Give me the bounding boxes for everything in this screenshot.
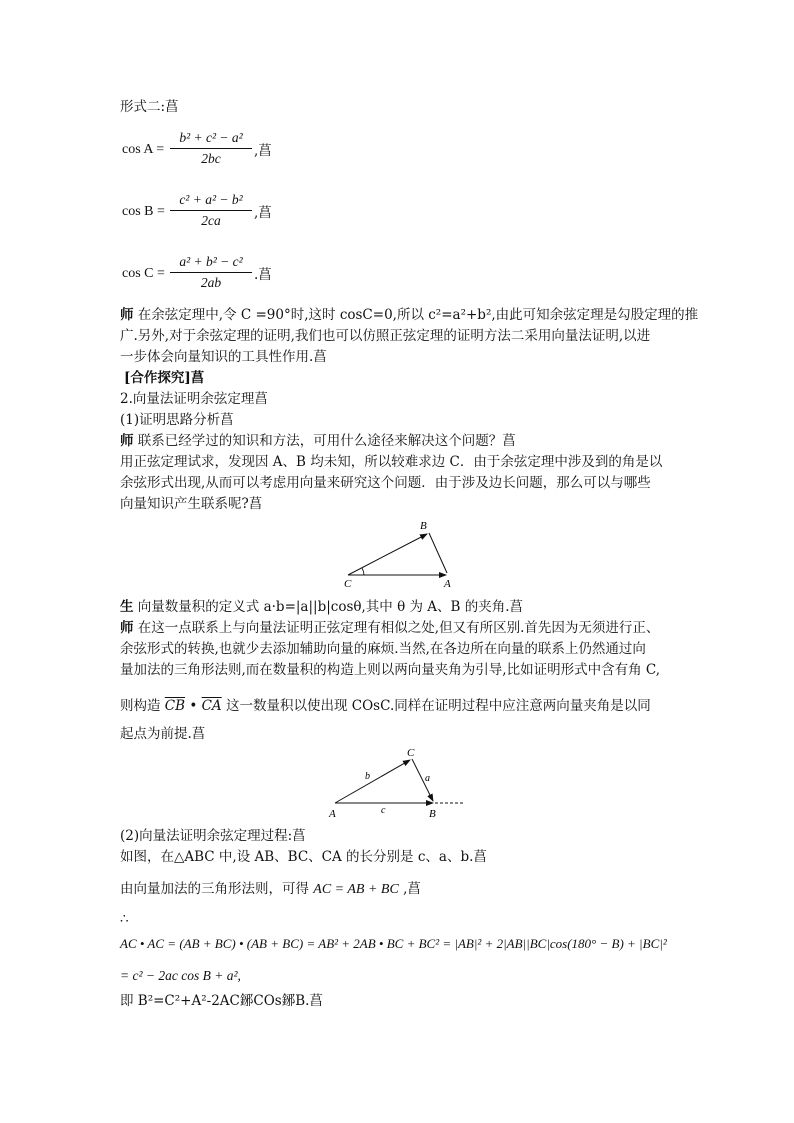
therefore-symbol: ∴ [120,911,129,927]
formula-lhs: cos C = [122,266,165,281]
numerator: c² + a² − b² [179,192,243,207]
paragraph-teacher-3 [120,618,659,638]
text-line: 起点为前提.菖 [120,726,206,742]
formula-tail: .菖 [254,267,272,283]
paragraph-student [120,597,523,617]
side-label: a [425,773,430,784]
cooperative-heading: [合作探究]菖 [124,370,205,386]
text-line: 广.另外,对于余弦定理的证明,我们也可以仿照正弦定理的证明方法二采用向量法证明,以进 [120,328,651,344]
triangle-figure-2 [325,745,470,823]
equation-line: = c² − 2ac cos B + a², [120,968,241,983]
vector-equation: AC = AB + BC [313,882,399,897]
vector-ac [335,760,410,803]
speaker-label: 师 [120,620,134,636]
text-line: 则构造 $\overline{CB}$ • $\overline{CA}$ 这一数量积以使出现 COsC.同样在证明过程中应注意两向量夹角是以同 [120,698,651,714]
paragraph-teacher-2 [120,431,516,451]
formula-tail: ,菖 [254,143,272,159]
fraction [170,130,252,167]
vertex-label: C [407,747,415,759]
denominator: 2ca [201,213,221,228]
vertex-label: A [329,808,336,820]
equation-line: AC • AC = (AB + BC) • (AB + BC) = AB² + 2AB • BC + BC² = |AB|² + 2|AB||BC|cos(180° − B) + |BC|² [120,936,667,951]
text-line: 余弦形式的转换,也就少去添加辅助向量的麻烦.当然,在各边所在向量的联系上仍然通过向 [120,641,646,657]
text-line: 向量知识产生联系呢?菖 [120,496,263,512]
text-line: 即 B²=C²+A²-2AC鋣COs鋣B.菖 [120,993,323,1009]
denominator: 2ab [200,275,222,290]
text-line: 在这一点联系上与向量法证明正弦定理有相似之处,但又有所区别.首先因为无须进行正、 [133,620,660,636]
vertex-label: A [444,578,451,590]
text-line: 向量数量积的定义式 a·b=|a||b|cosθ,其中 θ 为 A、B 的夹角.菖 [133,599,524,615]
numerator: b² + c² − a² [179,130,243,145]
side-label: c [381,805,386,816]
speaker-label: 师 [120,433,134,449]
subsection-heading: (2)向量法证明余弦定理过程:菖 [120,828,306,844]
side-ba [429,533,447,573]
angle-arc [362,568,364,575]
subsection-heading: (1)证明思路分析菖 [120,412,234,428]
form2-heading: 形式二:菖 [120,99,179,115]
text-line: 一步体会向量知识的工具性作用.菖 [120,349,327,365]
formula-tail: ,菖 [254,205,272,221]
text-line: 量加法的三角形法则,而在数量积的构造上则以两向量夹角为引导,比如证明形式中含有角 C, [120,662,661,678]
text-line: 余弦形式出现,从而可以考虑用向量来研究这个问题．由于涉及边长问题，那么可以与哪些 [120,475,651,491]
denominator: 2bc [201,151,221,166]
speaker-label: 生 [120,599,134,615]
vertex-label: B [420,520,427,532]
side-label: b [365,771,370,782]
formula-lhs: cos B = [122,204,165,219]
vector-ca-label: $\overline{CA}$ [201,698,222,714]
text-line: 联系已经学过的知识和方法，可用什么途径来解决这个问题？菖 [133,433,516,449]
text-line: 如图，在△ABC 中,设 AB、BC、CA 的长分别是 c、a、b.菖 [120,849,487,865]
vector-cb [348,534,427,575]
text-line: 用正弦定理试求，发现因 A、B 均未知，所以较难求边 C．由于余弦定理中涉及到的角是以 [120,454,663,470]
vertex-label: C [344,578,352,590]
formula-lhs: cos A = [122,142,165,157]
triangle-figure-1 [330,515,470,593]
text-line: 在余弦定理中,令 C =90°时,这时 cosC=0,所以 c²=a²+b²,由此可知余弦定理是勾股定理的推 [133,307,699,323]
fraction [170,192,252,229]
paragraph-teacher-1 [120,305,698,325]
fraction [170,254,252,291]
section-heading: 2.向量法证明余弦定理菖 [120,391,268,407]
vertex-label: B [429,808,436,820]
vector-cb-label: $\overline{CB}$ [164,698,186,714]
speaker-label: 师 [120,307,134,323]
text-line: 由向量加法的三角形法则，可得 AC = AB + BC ,菖 [120,881,421,897]
numerator: a² + b² − c² [179,254,243,269]
